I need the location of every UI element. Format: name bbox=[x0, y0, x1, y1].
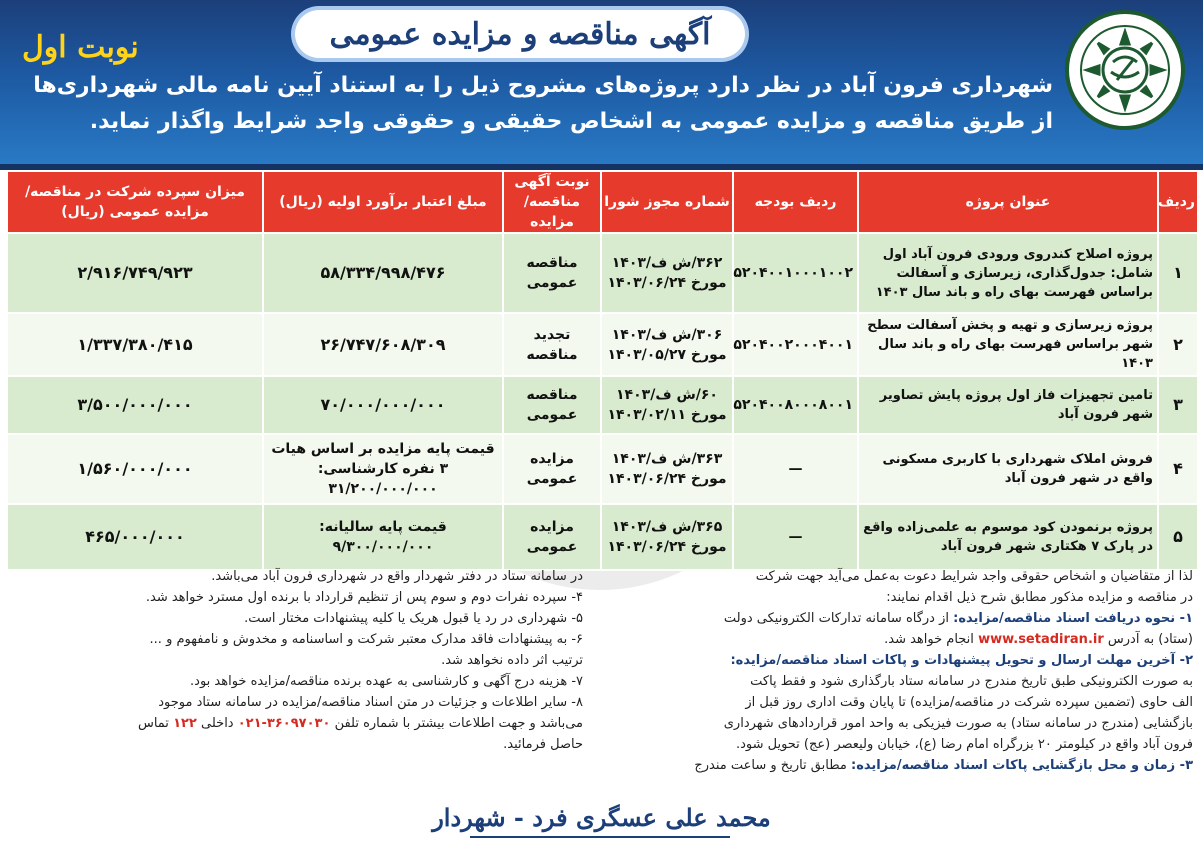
intro-line: از طریق مناقصه و مزایده عمومی به اشخاص حقیقی و حقوقی واجد شرایط واگذار نماید. bbox=[89, 109, 1053, 134]
deposit-amount: ۲/۹۱۶/۷۴۹/۹۲۳ bbox=[7, 233, 263, 313]
col-type: نوبت آگهی مناقصه/مزایده bbox=[503, 171, 601, 233]
budget-code: ۵۲۰۴۰۰۲۰۰۰۴۰۰۱ bbox=[733, 313, 858, 376]
conditions-left-column bbox=[18, 566, 583, 755]
deposit-amount: ۱/۵۶۰/۰۰۰/۰۰۰ bbox=[7, 434, 263, 504]
permit-id: ۳۶۲/ش ف/۱۴۰۳ bbox=[611, 255, 723, 271]
condition-line bbox=[603, 608, 1193, 629]
conditions-right-column bbox=[603, 566, 1193, 776]
estimated-amount: قیمت پایه مزایده بر اساس هیات ۳ نفره کارشناسی: ۳۱/۲۰۰/۰۰۰/۰۰۰ bbox=[263, 434, 503, 504]
permit-number bbox=[601, 504, 733, 570]
condition-line bbox=[18, 713, 583, 734]
signature-underline bbox=[470, 836, 730, 838]
table-row bbox=[7, 233, 1198, 313]
condition-text: مطابق تاریخ و ساعت مندرج bbox=[694, 758, 847, 773]
condition-line: الف حاوی (تضمین سپرده شرکت در مناقصه/مزایده) تا پایان وقت اداری روز قبل از bbox=[745, 695, 1193, 710]
notice-header bbox=[0, 0, 1203, 170]
table-header-row bbox=[7, 171, 1198, 233]
mayor-signature: محمد علی عسگری فرد - شهردار bbox=[432, 803, 771, 832]
condition-text: (ستاد) به آدرس bbox=[1107, 632, 1193, 647]
logo-emblem-icon bbox=[1077, 22, 1173, 118]
estimated-amount: قیمت پایه سالیانه: ۹/۳۰۰/۰۰۰/۰۰۰ bbox=[263, 504, 503, 570]
permit-number bbox=[601, 313, 733, 376]
col-title: عنوان پروژه bbox=[858, 171, 1158, 233]
condition-line: ترتیب اثر داده نخواهد شد. bbox=[441, 653, 583, 668]
permit-number bbox=[601, 434, 733, 504]
condition-heading: ۳- زمان و محل بازگشایی پاکات اسناد مناقصه/مزایده: bbox=[851, 758, 1193, 773]
row-number: ۴ bbox=[1158, 434, 1198, 504]
project-title: پروژه زیرسازی و تهیه و پخش آسفالت سطح شهر براساس فهرست بهای راه و باند سال ۱۴۰۳ bbox=[858, 313, 1158, 376]
condition-line: در مناقصه و مزایده مذکور مطابق شرح ذیل اقدام نمایند: bbox=[886, 590, 1193, 605]
notice-type: مزایده عمومی bbox=[503, 504, 601, 570]
title-banner bbox=[295, 10, 745, 58]
condition-line: ۶- به پیشنهادات فاقد مدارک معتبر شرکت و اساسنامه و مخدوش و نامفهوم و ... bbox=[149, 632, 583, 647]
permit-id: ۳۶۵/ش ف/۱۴۰۳ bbox=[611, 519, 723, 535]
row-number: ۲ bbox=[1158, 313, 1198, 376]
condition-line: بازگشایی (مندرج در سامانه ستاد) به صورت فیزیکی به واحد امور قراردادهای شهرداری bbox=[723, 716, 1193, 731]
condition-line: فرون آباد واقع در کیلومتر ۲۰ بزرگراه امام رضا (ع)، خیابان ولیعصر (عج) تحویل شود. bbox=[735, 737, 1193, 752]
municipality-logo bbox=[1065, 10, 1185, 130]
projects-table bbox=[6, 170, 1199, 571]
project-title: پروژه اصلاح کندروی ورودی فرون آباد اول شامل: جدول‌گذاری، زیرسازی و آسفالت براساس فهرست بهای راه و باند سال ۱۴۰۳ bbox=[858, 233, 1158, 313]
condition-line: به صورت الکترونیکی طبق تاریخ مندرج در سامانه ستاد بارگذاری شود و فقط پاکت bbox=[750, 674, 1193, 689]
permit-date: مورخ ۱۴۰۳/۰۶/۲۴ bbox=[607, 539, 727, 555]
row-number: ۵ bbox=[1158, 504, 1198, 570]
condition-line: ۴- سپرده نفرات دوم و سوم پس از تنظیم قرارداد با برنده اول مسترد خواهد شد. bbox=[145, 590, 583, 605]
notice-type: مناقصه عمومی bbox=[503, 376, 601, 434]
condition-line: ۵- شهرداری در رد یا قبول هریک یا کلیه پیشنهادات مختار است. bbox=[244, 611, 583, 626]
budget-code: — bbox=[733, 504, 858, 570]
condition-text: می‌باشد و جهت اطلاعات بیشتر با شماره تلفن bbox=[334, 716, 583, 731]
condition-heading: ۱- نحوه دریافت اسناد مناقصه/مزایده: bbox=[953, 611, 1193, 626]
table-row bbox=[7, 313, 1198, 376]
permit-number bbox=[601, 233, 733, 313]
permit-id: ۳۰۶/ش ف/۱۴۰۳ bbox=[611, 326, 723, 343]
condition-text: داخلی bbox=[201, 716, 234, 731]
budget-code: — bbox=[733, 434, 858, 504]
col-deposit: میزان سپرده شرکت در مناقصه/مزایده عمومی (ریال) bbox=[7, 171, 263, 233]
row-number: ۱ bbox=[1158, 233, 1198, 313]
permit-number bbox=[601, 376, 733, 434]
round-label: نوبت اول bbox=[22, 30, 139, 65]
row-number: ۳ bbox=[1158, 376, 1198, 434]
phone-extension: ۱۲۲ bbox=[173, 716, 197, 731]
permit-date: مورخ ۱۴۰۳/۰۶/۲۴ bbox=[607, 275, 727, 291]
condition-line: ۷- هزینه درج آگهی و کارشناسی به عهده برنده مناقصه/مزایده خواهد بود. bbox=[190, 674, 583, 689]
estimated-amount: ۷۰/۰۰۰/۰۰۰/۰۰۰ bbox=[263, 376, 503, 434]
project-title: فروش املاک شهرداری با کاربری مسکونی واقع در شهر فرون آباد bbox=[858, 434, 1158, 504]
col-row: ردیف bbox=[1158, 171, 1198, 233]
table-row bbox=[7, 434, 1198, 504]
intro-text bbox=[28, 68, 1053, 140]
condition-line bbox=[603, 629, 1193, 650]
table-row bbox=[7, 376, 1198, 434]
notice-type: مزایده عمومی bbox=[503, 434, 601, 504]
intro-line: شهرداری فرون آباد در نظر دارد پروژه‌های مشروح ذیل را به استناد آیین نامه مالی شهرداری‌ها bbox=[33, 73, 1053, 98]
notice-type: تجدید مناقصه bbox=[503, 313, 601, 376]
notice-title: آگهی مناقصه و مزایده عمومی bbox=[329, 16, 711, 52]
col-budget: ردیف بودجه bbox=[733, 171, 858, 233]
budget-code: ۵۲۰۴۰۰۱۰۰۰۱۰۰۲ bbox=[733, 233, 858, 313]
notice-type: مناقصه عمومی bbox=[503, 233, 601, 313]
project-title: پروژه برنمودن کود موسوم به علمی‌زاده واقع در پارک ۷ هکتاری شهر فرون آباد bbox=[858, 504, 1158, 570]
col-permit: شماره مجوز شورا bbox=[601, 171, 733, 233]
permit-date: مورخ ۱۴۰۳/۰۶/۲۴ bbox=[607, 471, 727, 487]
condition-line: در سامانه ستاد در دفتر شهردار واقع در شهرداری فرون آباد می‌باشد. bbox=[211, 569, 583, 584]
condition-line: ۸- سایر اطلاعات و جزئیات در متن اسناد مناقصه/مزایده در سامانه ستاد موجود bbox=[158, 695, 583, 710]
project-title: تامین تجهیزات فاز اول پروژه پایش تصاویر شهر فرون آباد bbox=[858, 376, 1158, 434]
estimated-amount: ۵۸/۳۳۴/۹۹۸/۴۷۶ bbox=[263, 233, 503, 313]
setad-website-link[interactable]: www.setadiran.ir bbox=[978, 632, 1104, 647]
permit-id: ۶۰/ش ف/۱۴۰۳ bbox=[616, 387, 718, 403]
condition-heading: ۲- آخرین مهلت ارسال و تحویل پیشنهادات و پاکات اسناد مناقصه/مزایده: bbox=[730, 653, 1193, 668]
estimated-amount: ۲۶/۷۴۷/۶۰۸/۳۰۹ bbox=[263, 313, 503, 376]
table-row bbox=[7, 504, 1198, 570]
condition-line: حاصل فرمائید. bbox=[503, 737, 583, 752]
condition-text: تماس bbox=[137, 716, 169, 731]
deposit-amount: ۴۶۵/۰۰۰/۰۰۰ bbox=[7, 504, 263, 570]
condition-line: لذا از متقاضیان و اشخاص حقوقی واجد شرایط دعوت به‌عمل می‌آید جهت شرکت bbox=[755, 569, 1193, 584]
col-amount: مبلغ اعتبار برآورد اولیه (ریال) bbox=[263, 171, 503, 233]
permit-id: ۳۶۳/ش ف/۱۴۰۳ bbox=[611, 451, 723, 467]
permit-date: مورخ ۱۴۰۳/۰۵/۲۷ bbox=[607, 346, 727, 363]
deposit-amount: ۳/۵۰۰/۰۰۰/۰۰۰ bbox=[7, 376, 263, 434]
phone-number: ۰۲۱-۳۶۰۹۷۰۳۰ bbox=[237, 716, 331, 731]
condition-text: از درگاه سامانه تدارکات الکترونیکی دولت bbox=[723, 611, 949, 626]
condition-line bbox=[603, 755, 1193, 776]
condition-text: انجام خواهد شد. bbox=[884, 632, 974, 647]
budget-code: ۵۲۰۴۰۰۸۰۰۰۸۰۰۱ bbox=[733, 376, 858, 434]
permit-date: مورخ ۱۴۰۳/۰۲/۱۱ bbox=[607, 407, 727, 423]
deposit-amount: ۱/۳۳۷/۳۸۰/۴۱۵ bbox=[7, 313, 263, 376]
